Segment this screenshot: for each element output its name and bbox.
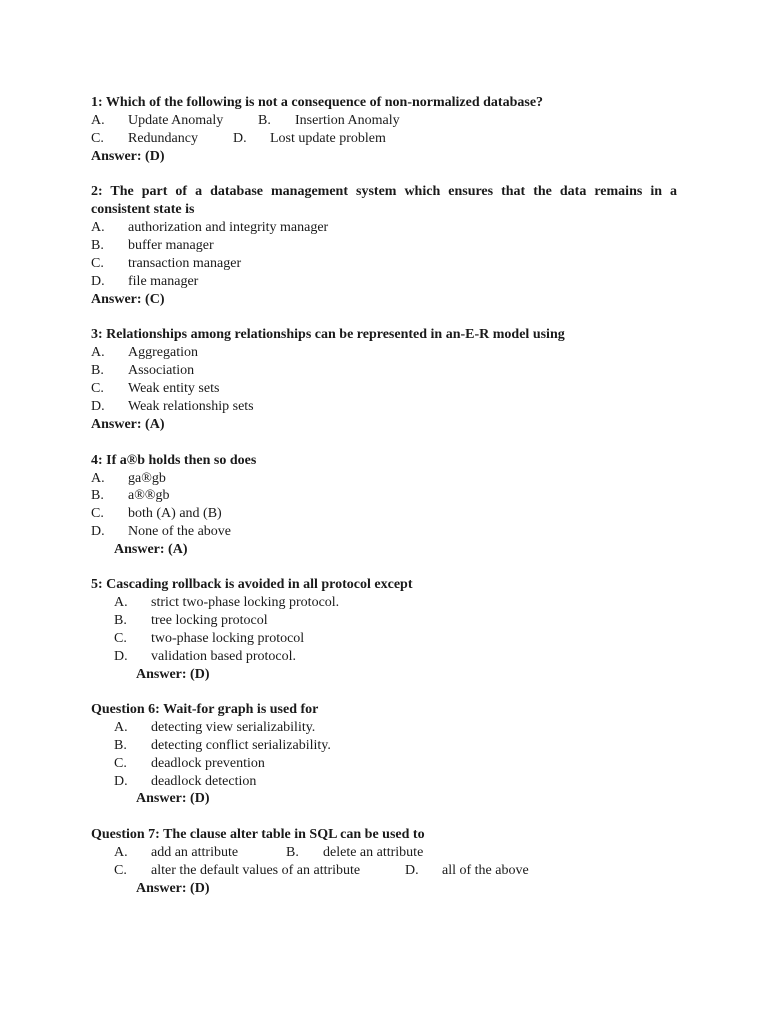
option-text: two-phase locking protocol	[151, 631, 305, 646]
question-7-stem: Question 7: The clause alter table in SQL can be used to	[91, 827, 425, 842]
option-letter: A.	[91, 220, 105, 235]
option-text: Weak relationship sets	[128, 399, 254, 414]
option-text: a®®gb	[128, 488, 170, 503]
option-letter: A.	[91, 471, 105, 486]
option-letter: C.	[91, 256, 104, 271]
option-letter: A.	[114, 845, 128, 860]
question-1-answer: Answer: (D)	[91, 149, 165, 164]
option-text: Lost update problem	[270, 131, 386, 146]
question-3-option-a	[91, 344, 198, 362]
option-letter: B.	[91, 238, 104, 253]
option-letter: D.	[233, 131, 247, 146]
option-letter: C.	[91, 506, 104, 521]
option-letter: C.	[114, 631, 127, 646]
question-6-option-b	[114, 737, 331, 755]
option-text: Insertion Anomaly	[295, 113, 400, 128]
option-letter: A.	[91, 113, 105, 128]
option-letter: B.	[91, 488, 104, 503]
question-4-option-b	[91, 487, 170, 505]
question-6-option-c	[114, 755, 265, 773]
option-letter: B.	[91, 363, 104, 378]
question-2-answer: Answer: (C)	[91, 292, 165, 307]
option-letter: D.	[114, 649, 128, 664]
question-5-option-b	[114, 612, 268, 630]
question-3-option-d	[91, 398, 254, 416]
question-6-option-a	[114, 719, 315, 737]
option-letter: C.	[91, 381, 104, 396]
question-4-option-c	[91, 505, 222, 523]
option-letter: A.	[114, 720, 128, 735]
option-text: file manager	[128, 274, 199, 289]
option-letter: B.	[114, 613, 127, 628]
option-letter: C.	[114, 756, 127, 771]
option-letter: B.	[114, 738, 127, 753]
question-7-answer: Answer: (D)	[136, 881, 210, 896]
option-text: Weak entity sets	[128, 381, 220, 396]
option-text: add an attribute	[151, 845, 239, 860]
option-text: None of the above	[128, 524, 232, 539]
option-letter: A.	[91, 345, 105, 360]
option-text: detecting conflict serializability.	[151, 738, 331, 753]
option-text: strict two-phase locking protocol.	[151, 595, 340, 610]
option-text: Association	[128, 363, 195, 378]
option-text: Aggregation	[128, 345, 198, 360]
option-text: buffer manager	[128, 238, 214, 253]
question-2-option-a	[91, 219, 328, 237]
question-7-options-row-2	[114, 862, 529, 880]
question-2-stem-line-1: 2: The part of a database management system which ensures that the data remains in a	[91, 184, 677, 199]
option-text: delete an attribute	[323, 845, 424, 860]
option-text: detecting view serializability.	[151, 720, 316, 735]
question-5-answer: Answer: (D)	[136, 667, 210, 682]
option-text: tree locking protocol	[151, 613, 268, 628]
option-letter: D.	[91, 399, 105, 414]
option-text: deadlock detection	[151, 774, 257, 789]
option-letter: B.	[258, 113, 271, 128]
question-5-option-d	[114, 648, 296, 666]
question-1-options-row-1	[91, 112, 400, 130]
option-text: Redundancy	[128, 131, 198, 146]
question-7-options-row-1	[114, 844, 423, 862]
question-4-stem: 4: If a®b holds then so does	[91, 453, 257, 468]
question-2-option-b	[91, 237, 214, 255]
option-text: deadlock prevention	[151, 756, 265, 771]
option-letter: C.	[114, 863, 127, 878]
question-3-option-b	[91, 362, 194, 380]
option-text: Update Anomaly	[128, 113, 224, 128]
question-6-option-d	[114, 773, 256, 791]
question-4-option-a	[91, 470, 166, 488]
question-1-options-row-2	[91, 130, 386, 148]
option-letter: D.	[114, 774, 128, 789]
question-2-option-c	[91, 255, 241, 273]
option-text: all of the above	[442, 863, 529, 878]
option-letter: A.	[114, 595, 128, 610]
question-5-option-a	[114, 594, 339, 612]
option-letter: D.	[91, 524, 105, 539]
question-2-option-d	[91, 273, 198, 291]
option-letter: D.	[405, 863, 419, 878]
option-text: authorization and integrity manager	[128, 220, 329, 235]
option-text: alter the default values of an attribute	[151, 863, 361, 878]
question-5-option-c	[114, 630, 304, 648]
question-3-option-c	[91, 380, 219, 398]
question-6-stem: Question 6: Wait-for graph is used for	[91, 702, 319, 717]
question-4-answer: Answer: (A)	[114, 542, 188, 557]
question-6-answer: Answer: (D)	[136, 791, 210, 806]
question-1-stem: 1: Which of the following is not a consequence of non-normalized database?	[91, 95, 544, 110]
option-text: validation based protocol.	[151, 649, 297, 664]
question-5-stem: 5: Cascading rollback is avoided in all protocol except	[91, 577, 413, 592]
question-3-stem: 3: Relationships among relationships can be represented in an-E-R model using	[91, 327, 565, 342]
question-4-option-d	[91, 523, 231, 541]
option-text: transaction manager	[128, 256, 242, 271]
question-3-answer: Answer: (A)	[91, 417, 165, 432]
option-letter: C.	[91, 131, 104, 146]
question-2-stem-line-2: consistent state is	[91, 202, 195, 217]
option-letter: B.	[286, 845, 299, 860]
option-text: both (A) and (B)	[128, 506, 222, 521]
option-letter: D.	[91, 274, 105, 289]
option-text: ga®gb	[128, 471, 166, 486]
